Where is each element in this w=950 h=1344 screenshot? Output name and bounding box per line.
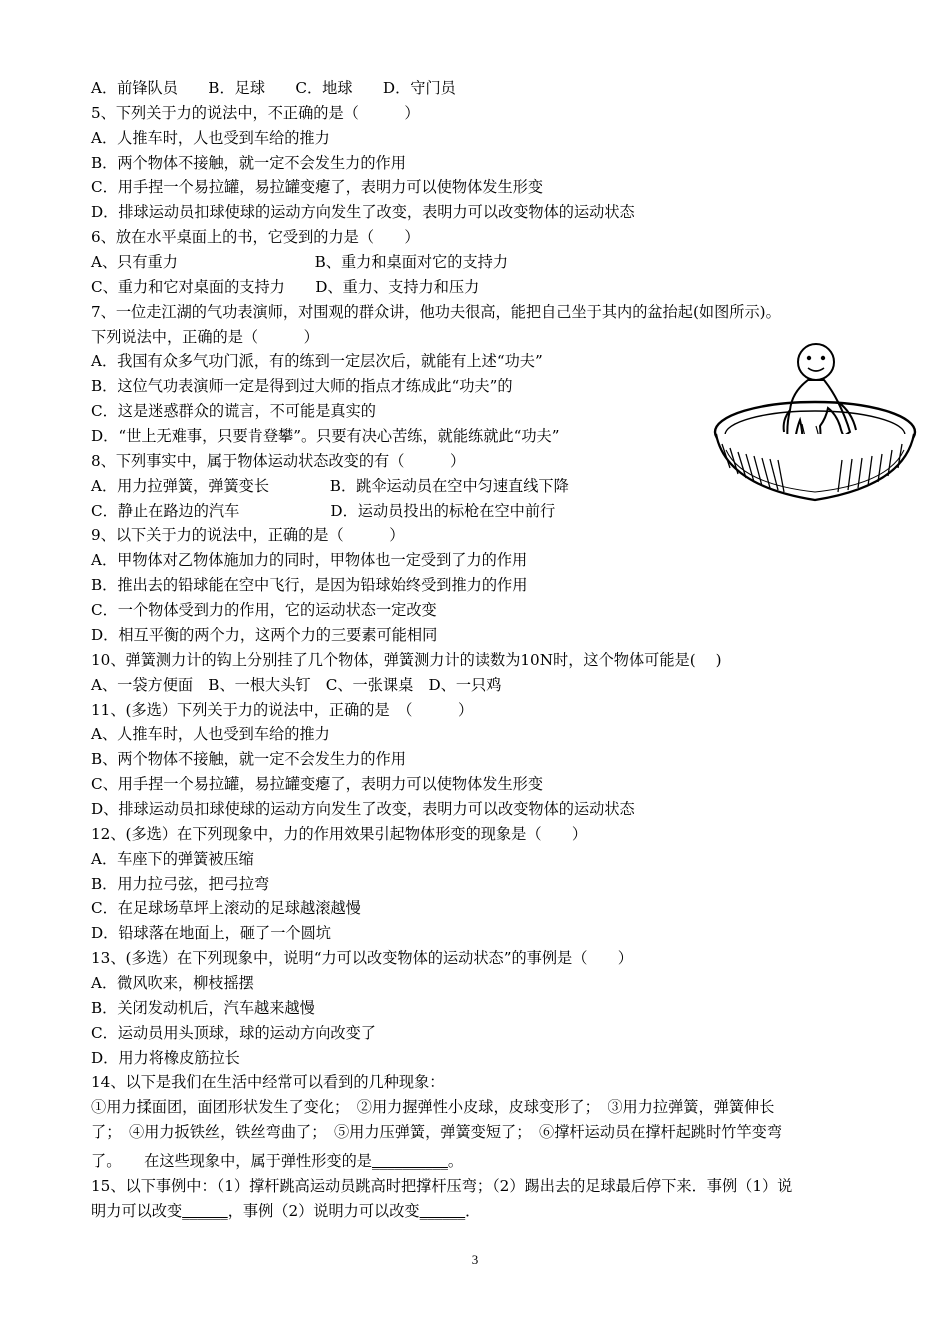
text-line: A．前锋队员 B．足球 C．地球 D．守门员 bbox=[91, 79, 456, 97]
text-line: D、排球运动员扣球使球的运动方向发生了改变，表明力可以改变物体的运动状态 bbox=[91, 800, 635, 818]
text-line: C．一个物体受到力的作用，它的运动状态一定改变 bbox=[91, 601, 437, 619]
text-line: C．静止在路边的汽车 D．运动员投出的标枪在空中前行 bbox=[91, 502, 556, 520]
text-line: ①用力揉面团，面团形状发生了变化； ②用力握弹性小皮球，皮球变形了； ③用力拉弹簧，弹簧伸长 bbox=[91, 1098, 775, 1116]
text-line: 8、下列事实中，属于物体运动状态改变的有（ ） bbox=[91, 452, 466, 470]
text-line: D．“世上无难事，只要肯登攀”。只要有决心苦练，就能练就此“功夫” bbox=[91, 427, 560, 445]
text-line: A．甲物体对乙物体施加力的同时，甲物体也一定受到了力的作用 bbox=[91, 551, 528, 569]
text-line: B．用力拉弓弦，把弓拉弯 bbox=[91, 875, 270, 893]
text-line: D．排球运动员扣球使球的运动方向发生了改变，表明力可以改变物体的运动状态 bbox=[91, 203, 635, 221]
text-line: A．用力拉弹簧，弹簧变长 B．跳伞运动员在空中匀速直线下降 bbox=[91, 477, 569, 495]
page-number: 3 bbox=[471, 1252, 479, 1267]
text-line: 10、弹簧测力计的钩上分别挂了几个物体，弹簧测力计的读数为10N时，这个物体可能是( ) bbox=[91, 651, 722, 669]
text-line: 13、(多选）在下列现象中，说明“力可以改变物体的运动状态”的事例是（ ） bbox=[91, 949, 633, 967]
text-line: 6、放在水平桌面上的书，它受到的力是（ ） bbox=[91, 228, 420, 246]
q14-period: 。 bbox=[447, 1152, 464, 1170]
text-line: C．运动员用头顶球，球的运动方向改变了 bbox=[91, 1024, 376, 1042]
text-line: 5、下列关于力的说法中，不正确的是（ ） bbox=[91, 104, 420, 122]
text-line: B、两个物体不接触，就一定不会发生力的作用 bbox=[91, 750, 406, 768]
text-line: B．关闭发动机后，汽车越来越慢 bbox=[91, 999, 315, 1017]
text-line: C．在足球场草坪上滚动的足球越滚越慢 bbox=[91, 899, 361, 917]
q14-conclusion-line bbox=[91, 1151, 463, 1171]
text-line: C．这是迷惑群众的谎言，不可能是真实的 bbox=[91, 402, 376, 420]
text-line: 下列说法中，正确的是（ ） bbox=[91, 328, 319, 346]
q15-text-a: 明力可以改变 bbox=[91, 1202, 183, 1220]
text-line: D．相互平衡的两个力，这两个力的三要素可能相同 bbox=[91, 626, 438, 644]
text-line: 11、(多选）下列关于力的说法中，正确的是 （ ） bbox=[91, 701, 474, 719]
q14-conclusion-text: 了。 在这些现象中，属于弹性形变的是 bbox=[91, 1152, 372, 1170]
text-line: B．两个物体不接触，就一定不会发生力的作用 bbox=[91, 154, 406, 172]
text-line: A．微风吹来，柳枝摇摆 bbox=[91, 974, 254, 992]
text-line: C、用手捏一个易拉罐，易拉罐变瘪了，表明力可以使物体发生形变 bbox=[91, 775, 544, 793]
q15-text-b: ，事例（2）说明力可以改变 bbox=[227, 1202, 420, 1220]
text-line: 7、一位走江湖的气功表演师，对围观的群众讲，他功夫很高，能把自己坐于其内的盆抬起(如图所示)。 bbox=[91, 303, 781, 321]
text-line: B．这位气功表演师一定是得到过大师的指点才练成此“功夫”的 bbox=[91, 377, 513, 395]
text-line: 9、以下关于力的说法中，正确的是（ ） bbox=[91, 526, 405, 544]
text-line: D．用力将橡皮筋拉长 bbox=[91, 1049, 240, 1067]
text-line: A．我国有众多气功门派，有的练到一定层次后，就能有上述“功夫” bbox=[91, 352, 543, 370]
text-line: A、人推车时，人也受到车给的推力 bbox=[91, 725, 330, 743]
text-line: A、只有重力 B、重力和桌面对它的支持力 bbox=[91, 253, 509, 271]
text-line: C．用手捏一个易拉罐，易拉罐变瘪了，表明力可以使物体发生形变 bbox=[91, 178, 544, 196]
q14-answer-blank[interactable]: __________ bbox=[371, 1152, 448, 1170]
qigong-man-in-basin-illustration bbox=[712, 340, 918, 516]
q15-line-1: 15、以下事例中：（1）撑杆跳高运动员跳高时把撑杆压弯；（2）踢出去的足球最后停下来．事例（1）说 bbox=[91, 1177, 793, 1195]
text-line: D．铅球落在地面上，砸了一个圆坑 bbox=[91, 924, 331, 942]
text-line: 了； ④用力扳铁丝，铁丝弯曲了； ⑤用力压弹簧，弹簧变短了； ⑥撑杆运动员在撑杆起跳时竹竿变弯 bbox=[91, 1123, 783, 1141]
q15-text-c: ． bbox=[465, 1202, 481, 1220]
text-line: A．人推车时，人也受到车给的推力 bbox=[91, 129, 330, 147]
text-line: C、重力和它对桌面的支持力 D、重力、支持力和压力 bbox=[91, 278, 480, 296]
q15-answer-blank-2[interactable]: ______ bbox=[419, 1202, 466, 1220]
q15-answer-blank-1[interactable]: ______ bbox=[182, 1202, 228, 1220]
text-line: B．推出去的铅球能在空中飞行，是因为铅球始终受到推力的作用 bbox=[91, 576, 528, 594]
text-line: 14、以下是我们在生活中经常可以看到的几种现象： bbox=[91, 1073, 445, 1091]
q15-line-2 bbox=[91, 1201, 480, 1221]
text-line: A．车座下的弹簧被压缩 bbox=[91, 850, 254, 868]
text-line: A、一袋方便面 B、一根大头钉 C、一张课桌 D、一只鸡 bbox=[91, 676, 502, 694]
text-line: 12、(多选）在下列现象中，力的作用效果引起物体形变的现象是（ ） bbox=[91, 825, 588, 843]
